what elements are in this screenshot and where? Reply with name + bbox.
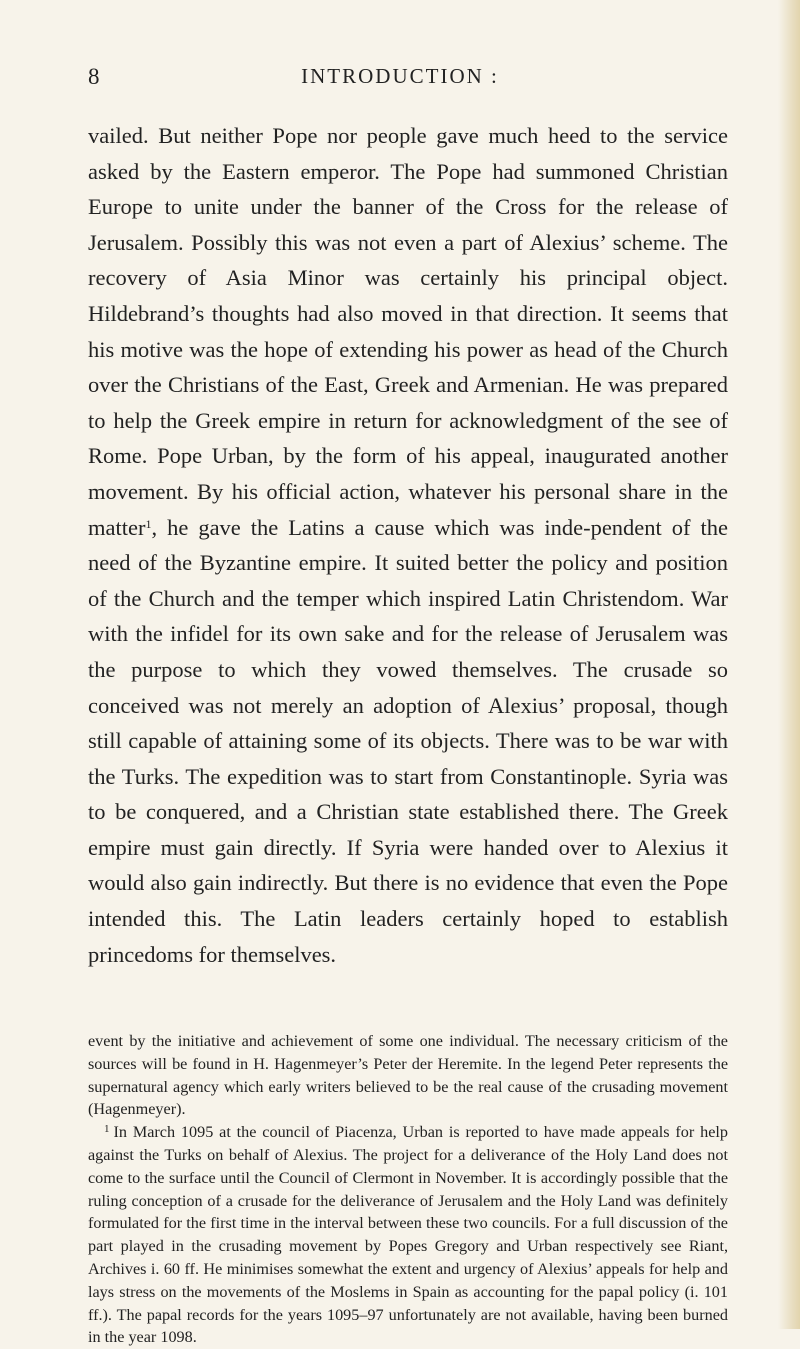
page-number: 8 bbox=[88, 64, 101, 89]
footnote-1-text: In March 1095 at the council of Piacenza, Urban is reported to have made appeals for help against the Turks on behalf of Alexius. The project for a deliverance of the Holy Land does not come to the surface until the Council of Clermont in November. It is accordingly possible that the ruling conception of a crusade for the deliverance of Jerusalem and the Holy Land was definitely formulated for the first time in the interval between these two councils. For a full discussion of the part played in the crusading movement by Popes Gregory and Urban respectively see Riant, Archives i. 60 ff. He minimises somewhat the extent and urgency of Alexius’ appeals for help and lays stress on the movements of the Moslems in Spain as accounting for the papal policy (i. 101 ff.). The papal records for the years 1095–97 unfortunately are not available, having been burned in the year 1098. bbox=[88, 1123, 728, 1347]
main-text-part-2: , he gave the Latins a cause which was inde-pendent of the need of the Byzantine empire. It suited better the policy and position of the Church and the temper which inspired Latin Christendom. War with the infidel for its own sake and for the release of Jerusalem was the purpose to which they vowed themselves. The crusade so conceived was not merely an adoption of Alexius’ proposal, though still capable of attaining some of its objects. There was to be war with the Turks. The expedition was to start from Constantinople. Syria was to be conquered, and a Christian state established there. The Greek empire must gain directly. If Syria were handed over to Alexius it would also gain indirectly. But there is no evidence that even the Pope intended this. The Latin leaders certainly hoped to establish princedoms for themselves. bbox=[88, 514, 728, 967]
footnote-1 bbox=[88, 1121, 728, 1349]
main-text bbox=[88, 118, 728, 972]
footnotes bbox=[88, 1030, 728, 1349]
running-head: INTRODUCTION : bbox=[301, 64, 499, 88]
page-edge-shadow bbox=[778, 0, 800, 1329]
page-header bbox=[80, 64, 720, 94]
footnote-continued: event by the initiative and achievement of some one individual. The necessary criticism of the sources will be found in H. Hagenmeyer’s Peter der Heremite. In the legend Peter represents the supernatural agency which early writers believed to be the real cause of the crusading movement (Hagenmeyer). bbox=[88, 1032, 728, 1119]
footnote-reference: 1 bbox=[145, 516, 152, 531]
footnote-1-marker: 1 bbox=[104, 1123, 110, 1136]
main-text-part-1: vailed. But neither Pope nor people gave much heed to the service asked by the Eastern emperor. The Pope had summoned Christian Europe to unite under the banner of the Cross for the release of Jerusalem. Possibly this was not even a part of Alexius’ scheme. The recovery of Asia Minor was certainly his principal object. Hildebrand’s thoughts had also moved in that direction. It seems that his motive was the hope of extending his power as head of the Church over the Christians of the East, Greek and Armenian. He was prepared to help the Greek empire in return for acknowledgment of the see of Rome. Pope Urban, by the form of his appeal, inaugurated another movement. By his official action, whatever his personal share in the matter bbox=[88, 123, 728, 540]
